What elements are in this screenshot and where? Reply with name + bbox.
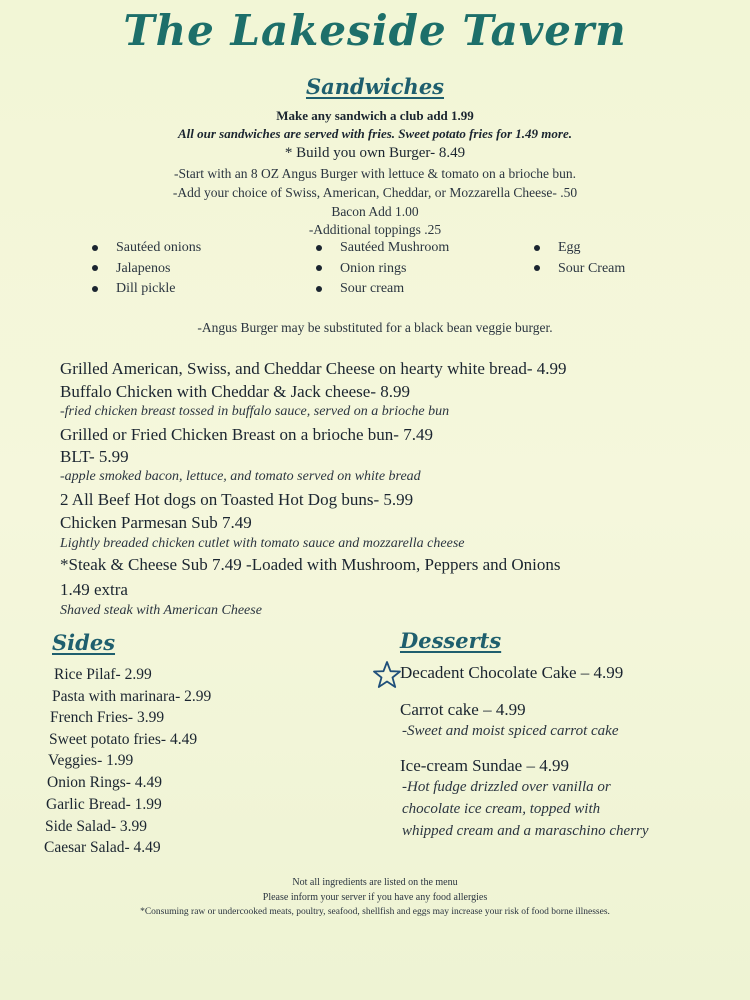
- menu-item: Grilled American, Swiss, and Cheddar Cheese on hearty white bread- 4.99: [60, 359, 567, 378]
- menu-item: Grilled or Fried Chicken Breast on a brioche bun- 7.49: [60, 425, 433, 444]
- burger-detail-1: -Start with an 8 OZ Angus Burger with lettuce & tomato on a brioche bun.: [173, 166, 577, 181]
- menu-item-continued: 1.49 extra: [60, 580, 128, 599]
- burger-detail-2: -Add your choice of Swiss, American, Cheddar, or Mozzarella Cheese- .50: [172, 185, 578, 200]
- toppings-column-2: [316, 240, 449, 302]
- fries-note: All our sandwiches are served with fries. Sweet potato fries for 1.49 more.: [178, 126, 572, 141]
- toppings-column-1: [92, 240, 201, 302]
- side-item: Garlic Bread- 1.99: [46, 796, 162, 813]
- sides-heading: Sides: [52, 630, 116, 655]
- side-item: Caesar Salad- 4.49: [44, 839, 161, 856]
- side-item: Rice Pilaf- 2.99: [54, 666, 152, 683]
- side-item: Onion Rings- 4.49: [47, 774, 162, 791]
- list-item: Sour Cream: [534, 261, 625, 282]
- side-item: French Fries- 3.99: [50, 709, 165, 726]
- sandwiches-heading: Sandwiches: [305, 74, 445, 99]
- item-description: -apple smoked bacon, lettuce, and tomato served on white bread: [60, 469, 421, 484]
- menu-item: 2 All Beef Hot dogs on Toasted Hot Dog buns- 5.99: [60, 490, 414, 509]
- item-description: Shaved steak with American Cheese: [60, 603, 262, 618]
- dessert-description: -Sweet and moist spiced carrot cake: [402, 723, 619, 739]
- restaurant-title: The Lakeside Tavern: [123, 6, 627, 55]
- side-item: Veggies- 1.99: [48, 752, 134, 769]
- side-item: Pasta with marinara- 2.99: [52, 688, 212, 705]
- dessert-item: Carrot cake – 4.99: [400, 700, 526, 719]
- menu-item: BLT- 5.99: [60, 447, 129, 466]
- menu-item: Buffalo Chicken with Cheddar & Jack cheese- 8.99: [60, 382, 410, 401]
- dessert-description: whipped cream and a maraschino cherry: [402, 823, 649, 839]
- club-note: Make any sandwich a club add 1.99: [276, 108, 474, 123]
- list-item: Dill pickle: [92, 281, 201, 302]
- footer-note: Not all ingredients are listed on the menu: [292, 877, 458, 888]
- toppings-column-3: [534, 240, 625, 281]
- menu-item: *Steak & Cheese Sub 7.49 -Loaded with Mushroom, Peppers and Onions: [60, 555, 561, 574]
- toppings-note: -Additional toppings .25: [308, 222, 442, 237]
- item-description: Lightly breaded chicken cutlet with tomato sauce and mozzarella cheese: [60, 536, 465, 551]
- dessert-description: -Hot fudge drizzled over vanilla or: [402, 779, 611, 795]
- veggie-note: -Angus Burger may be substituted for a black bean veggie burger.: [197, 320, 553, 335]
- star-icon: [372, 660, 402, 690]
- side-item: Side Salad- 3.99: [45, 818, 148, 835]
- dessert-description: chocolate ice cream, topped with: [402, 801, 601, 817]
- item-description: -fried chicken breast tossed in buffalo sauce, served on a brioche bun: [60, 404, 450, 419]
- menu-item: Chicken Parmesan Sub 7.49: [60, 513, 252, 532]
- list-item: Sautéed Mushroom: [316, 240, 449, 261]
- build-burger: * Build you own Burger- 8.49: [284, 145, 466, 161]
- list-item: Sour cream: [316, 281, 449, 302]
- dessert-item: Ice-cream Sundae – 4.99: [400, 756, 569, 775]
- side-item: Sweet potato fries- 4.49: [49, 731, 198, 748]
- desserts-heading: Desserts: [400, 628, 502, 653]
- list-item: Egg: [534, 240, 625, 261]
- list-item: Sautéed onions: [92, 240, 201, 261]
- list-item: Onion rings: [316, 261, 449, 282]
- bacon-addon: Bacon Add 1.00: [331, 204, 419, 219]
- footer-note: Please inform your server if you have any food allergies: [262, 892, 488, 903]
- footer-warning: *Consuming raw or undercooked meats, poultry, seafood, shellfish and eggs may increase your risk of food borne illnesses.: [140, 907, 610, 917]
- list-item: Jalapenos: [92, 261, 201, 282]
- dessert-item: Decadent Chocolate Cake – 4.99: [400, 663, 624, 682]
